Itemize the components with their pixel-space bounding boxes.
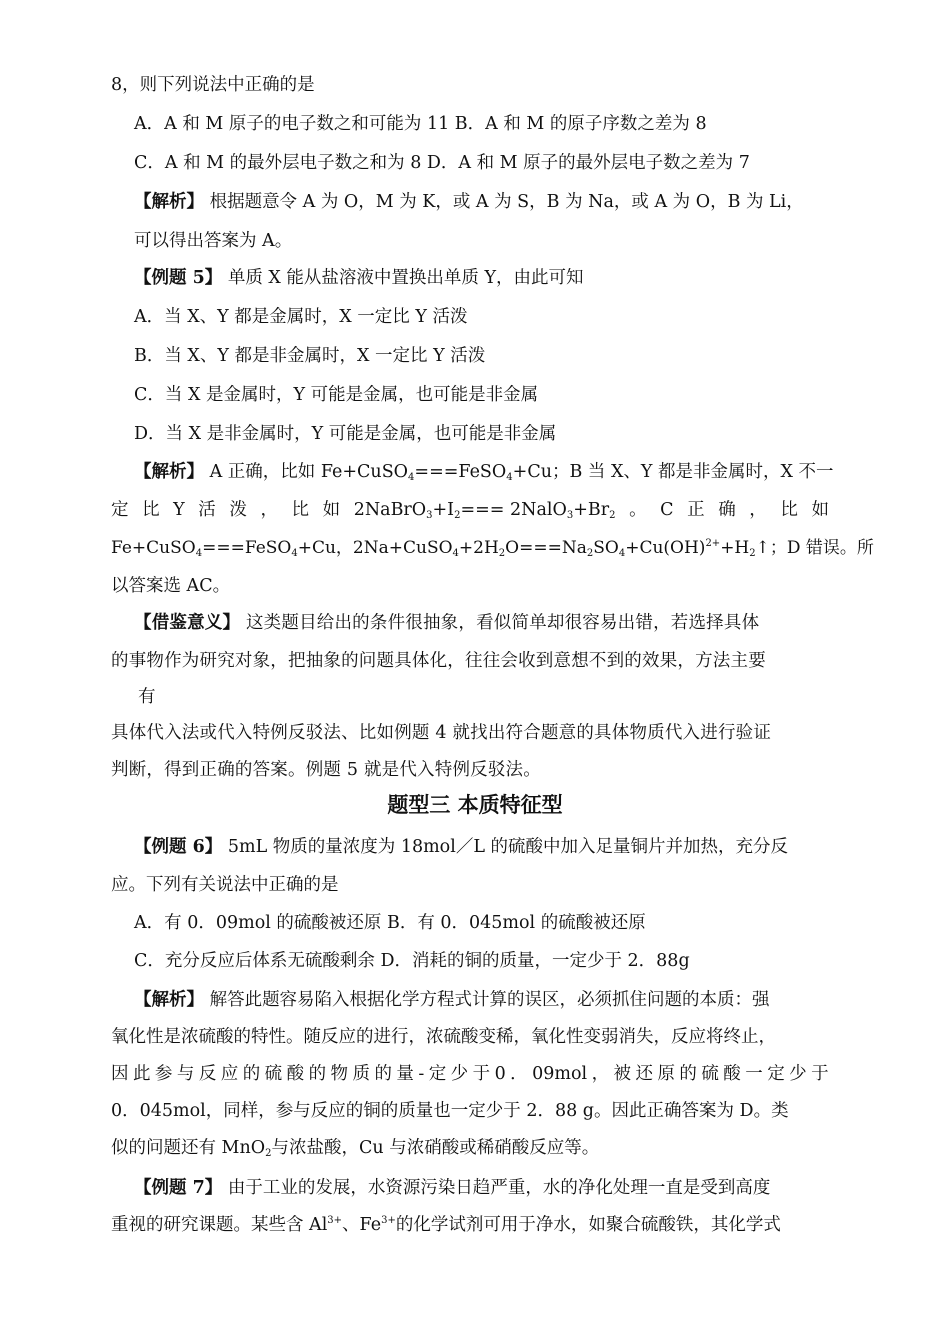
word: C (660, 500, 674, 520)
word: - (418, 1064, 425, 1084)
subscript: 2 (265, 1148, 272, 1159)
word: ． (510, 1064, 528, 1084)
text: 解答此题容易陷入根据化学方程式计算的误区，必须抓住问题的本质：强 (204, 990, 770, 1010)
lesson-line2: 的事物作为研究对象，把抽象的问题具体化，往往会收到意想不到的效果，方法主要 (111, 651, 766, 671)
word: 参 (154, 1064, 173, 1084)
subscript: 2 (498, 548, 506, 559)
word: 因 (111, 1064, 129, 1084)
word: 09mol (532, 1064, 588, 1084)
q6-analysis-line3 (111, 1061, 829, 1087)
analysis-tag: 【解析】 (134, 462, 204, 482)
superscript: 3+ (381, 1215, 396, 1226)
superscript: 2+ (705, 538, 721, 549)
q5-stem-text: 单质 X 能从盐溶液中置换出单质 Y，由此可知 (222, 268, 584, 288)
word: 此 (132, 1064, 151, 1084)
example-6-tag: 【例题 6】 (134, 837, 223, 857)
text: 重视的研究课题。某些含 Al (111, 1215, 328, 1235)
example-7-tag: 【例题 7】 (134, 1178, 223, 1198)
q5-analysis-line1 (134, 459, 834, 485)
word: 的 (308, 1064, 327, 1084)
q5-analysis-line3 (111, 535, 874, 561)
text: 这类题目给出的条件很抽象，看似简单却很容易出错，若选择具体 (240, 613, 760, 633)
word: Y (173, 500, 185, 520)
word: 酸 (723, 1064, 741, 1084)
word: 还 (635, 1064, 653, 1084)
word: 。 (629, 500, 647, 520)
q4-analysis-line2: 可以得出答案为 A。 (134, 231, 293, 251)
text: A 正确，比如 Fe+CuSO (204, 462, 409, 482)
word: 比 (142, 500, 160, 520)
text: 5mL 物质的量浓度为 18mol／L 的硫酸中加入足量铜片并加热，充分反 (222, 837, 788, 857)
q5-option-d: D．当 X 是非金属时，Y 可能是金属，也可能是非金属 (134, 424, 557, 444)
word: 0 (494, 1064, 506, 1084)
text: 、Fe (342, 1215, 382, 1235)
word: 的 (374, 1064, 392, 1084)
word: 确 (718, 500, 736, 520)
word: ， (591, 1064, 610, 1084)
q4-analysis-text: 根据题意令 A 为 O，M 为 K，或 A 为 S，B 为 Na，或 A 为 O，B 为 Li， (204, 192, 804, 212)
lesson-line1 (134, 610, 759, 636)
q5-stem (134, 265, 584, 291)
text: 似的问题还有 MnO (111, 1138, 266, 1158)
subscript: 4 (618, 548, 626, 559)
q5-option-b: B．当 X、Y 都是非金属时，X 一定比 Y 活泼 (134, 346, 486, 366)
word: 一 (745, 1064, 763, 1084)
word: 如 (322, 500, 341, 520)
text: O===Na (505, 538, 587, 558)
text: +Cu；B 当 X、Y 都是非金属时，X 不一 (512, 462, 834, 482)
subscript: 4 (195, 548, 203, 559)
subscript: 4 (291, 548, 298, 559)
word: 如 (811, 500, 829, 520)
subscript: 4 (452, 548, 459, 559)
word: 少 (450, 1064, 469, 1084)
q6-analysis-line5 (111, 1135, 599, 1161)
lesson-line3: 有 (138, 687, 156, 707)
superscript: 3+ (327, 1215, 343, 1226)
word: 比 (291, 500, 310, 520)
word: 定 (428, 1064, 447, 1084)
equation-nabro3 (354, 497, 616, 523)
subscript: 2 (586, 548, 594, 559)
word: 硫 (701, 1064, 719, 1084)
text: +2H (458, 538, 499, 558)
subscript: 3 (426, 510, 433, 521)
word: 定 (767, 1064, 785, 1084)
word: 于 (472, 1064, 491, 1084)
lesson-line5: 判断，得到正确的答案。例题 5 就是代入特例反驳法。 (111, 760, 541, 780)
text: 2NaBrO (353, 500, 427, 520)
text: ===FeSO (202, 538, 292, 558)
word: 正 (687, 500, 705, 520)
word: 质 (352, 1064, 370, 1084)
word: 的 (242, 1064, 261, 1084)
q5-analysis-line4: 以答案选 AC。 (111, 576, 231, 596)
q5-option-c: C．当 X 是金属时，Y 可能是金属，也可能是非金属 (134, 385, 539, 405)
q6-stem-line1 (134, 834, 788, 860)
subscript: 4 (506, 472, 513, 483)
text: +H (720, 538, 750, 558)
text: +Cu(OH) (625, 538, 706, 558)
word: 原 (657, 1064, 675, 1084)
word: 物 (330, 1064, 349, 1084)
word: 酸 (286, 1064, 305, 1084)
word: 定 (111, 500, 129, 520)
analysis-tag: 【解析】 (134, 192, 204, 212)
text: Fe+CuSO (111, 538, 196, 558)
q4-options-ab: A．A 和 M 原子的电子数之和可能为 11 B．A 和 M 的原子序数之差为 8 (134, 114, 707, 134)
analysis-tag: 【解析】 (134, 990, 204, 1010)
text: ===FeSO (414, 462, 507, 482)
word: 应 (220, 1064, 239, 1084)
q7-stem-line1 (134, 1175, 770, 1201)
word: 少 (789, 1064, 807, 1084)
text: ↑；D 错误。所 (755, 538, 874, 558)
word: 的 (679, 1064, 697, 1084)
subscript: 2 (454, 510, 461, 521)
word: 与 (176, 1064, 195, 1084)
text: SO (593, 538, 619, 558)
text: 与浓盐酸，Cu 与浓硝酸或稀硝酸反应等。 (271, 1138, 600, 1158)
lesson-tag: 【借鉴意义】 (134, 613, 241, 633)
lesson-line4: 具体代入法或代入特例反驳法、比如例题 4 就找出符合题意的具体物质代入进行验证 (111, 723, 772, 743)
text: 的化学试剂可用于净水，如聚合硫酸铁，其化学式 (395, 1215, 781, 1235)
q4-options-cd: C．A 和 M 的最外层电子数之和为 8 D．A 和 M 原子的最外层电子数之差为 7 (134, 153, 750, 173)
q7-stem-line2 (111, 1212, 781, 1238)
q6-options-ab: A．有 0．09mol 的硫酸被还原 B．有 0．045mol 的硫酸被还原 (134, 913, 646, 933)
word: 泼 (229, 500, 247, 520)
subscript: 4 (408, 472, 415, 483)
example-5-tag: 【例题 5】 (134, 268, 223, 288)
word: 活 (198, 500, 216, 520)
text: === 2NalO (460, 500, 567, 520)
text: +I (432, 500, 455, 520)
q6-options-cd: C．充分反应后体系无硫酸剩余 D．消耗的铜的质量，一定少于 2．88g (134, 951, 690, 971)
q5-option-a: A．当 X、Y 都是金属时，X 一定比 Y 活泼 (134, 307, 468, 327)
q6-analysis-line2: 氧化性是浓硫酸的特性。随反应的进行，浓硫酸变稀，氧化性变弱消失，反应将终止， (111, 1027, 776, 1047)
text: +Cu，2Na+CuSO (297, 538, 453, 558)
subscript: 2 (609, 510, 616, 521)
word: 反 (198, 1064, 217, 1084)
word: 比 (780, 500, 798, 520)
q4-stem-tail: 8，则下列说法中正确的是 (111, 75, 315, 95)
q4-analysis (134, 189, 804, 215)
word: 被 (613, 1064, 632, 1084)
subscript: 2 (749, 548, 756, 559)
q6-stem-line2: 应。下列有关说法中正确的是 (111, 875, 339, 895)
word: 于 (811, 1064, 829, 1084)
word: 量 (396, 1064, 414, 1084)
q6-analysis-line4: 0．045mol，同样，参与反应的铜的质量也一定少于 2．88 g。因此正确答案为 D。类 (111, 1101, 789, 1121)
word: ， (749, 500, 767, 520)
q5-analysis-line2 (111, 497, 829, 523)
text: +Br (573, 500, 610, 520)
section-title: 题型三 本质特征型 (387, 792, 563, 817)
word: ， (260, 500, 278, 520)
text: 由于工业的发展，水资源污染日趋严重，水的净化处理一直是受到高度 (222, 1178, 771, 1198)
subscript: 3 (566, 510, 574, 521)
word: 硫 (264, 1064, 283, 1084)
q6-analysis-line1 (134, 987, 770, 1013)
